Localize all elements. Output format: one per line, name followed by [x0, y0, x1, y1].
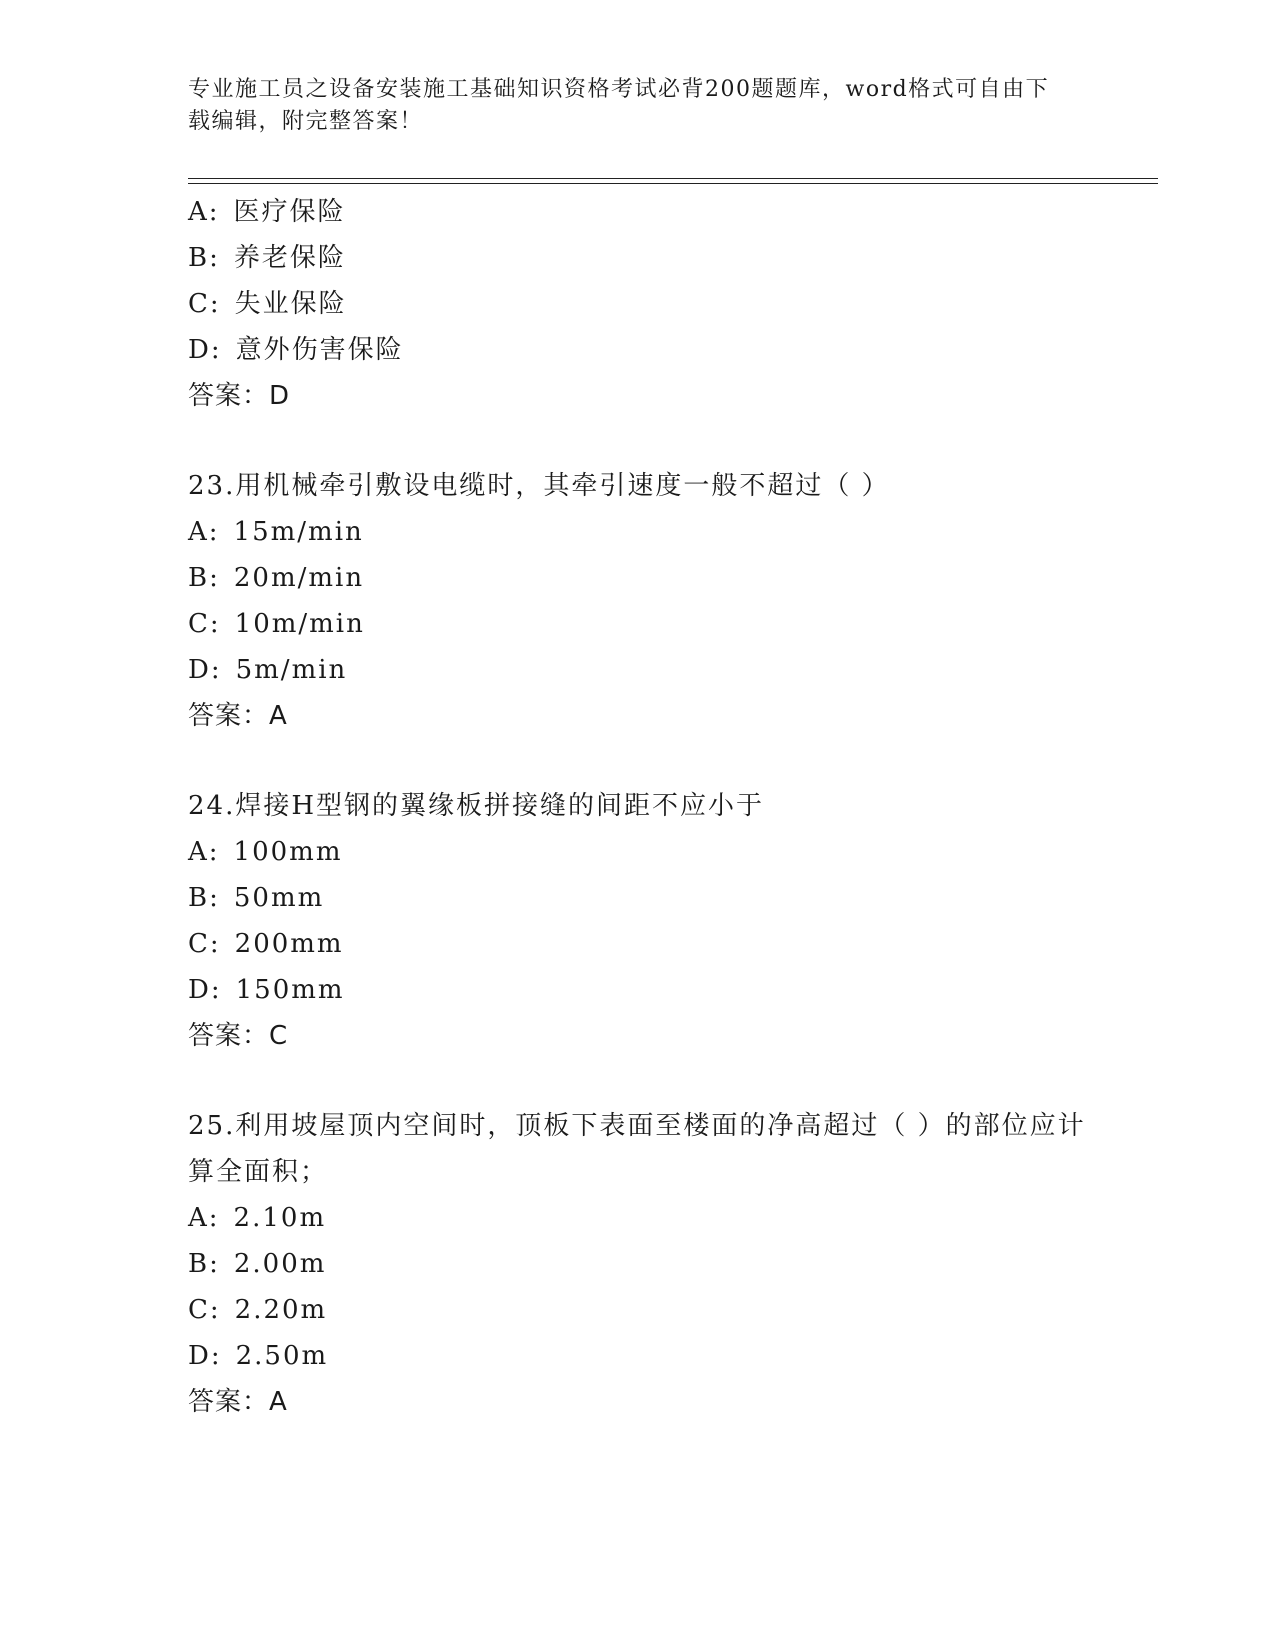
option-b: [188, 1241, 1088, 1287]
spacer: [188, 739, 1088, 783]
option-text: 100mm: [233, 837, 343, 867]
option-text: 2.00m: [233, 1249, 327, 1279]
option-text: 50mm: [233, 883, 325, 913]
option-a: [188, 1195, 1088, 1241]
option-text: 养老保险: [233, 243, 346, 273]
question-list: [188, 189, 1088, 1425]
option-d: [188, 327, 1088, 373]
option-text: 200mm: [234, 929, 344, 959]
question-title: 25.利用坡屋顶内空间时，顶板下表面至楼面的净高超过（ ）的部位应计算全面积；: [188, 1111, 1086, 1187]
option-letter: D:: [188, 1341, 222, 1371]
option-c: [188, 281, 1088, 327]
option-d: [188, 967, 1088, 1013]
option-text: 2.20m: [234, 1295, 328, 1325]
question-block: [188, 463, 1088, 739]
question-block: [188, 189, 1088, 419]
option-letter: C:: [188, 929, 221, 959]
option-c: [188, 1287, 1088, 1333]
option-b: [188, 555, 1088, 601]
option-letter: B:: [188, 563, 220, 593]
option-d: [188, 647, 1088, 693]
header-divider-top: [188, 178, 1158, 179]
option-letter: D:: [188, 975, 222, 1005]
option-letter: D:: [188, 335, 222, 365]
option-letter: C:: [188, 289, 221, 319]
option-text: 2.50m: [235, 1341, 329, 1371]
option-letter: D:: [188, 655, 222, 685]
option-text: 5m/min: [235, 655, 348, 685]
question-block: [188, 783, 1088, 1059]
option-text: 失业保险: [234, 289, 347, 319]
option-text: 医疗保险: [233, 197, 346, 227]
option-d: [188, 1333, 1088, 1379]
option-letter: A:: [188, 517, 220, 547]
option-letter: A:: [188, 837, 220, 867]
option-letter: A:: [188, 197, 220, 227]
answer-line: 答案：A: [188, 1387, 288, 1417]
answer-line: 答案：D: [188, 381, 291, 411]
option-c: [188, 921, 1088, 967]
header-divider-bottom: [188, 183, 1158, 184]
document-header: 专业施工员之设备安装施工基础知识资格考试必背200题题库，word格式可自由下载编辑，附完整答案！: [188, 77, 1050, 134]
answer-line: 答案：C: [188, 1021, 289, 1051]
spacer: [188, 419, 1088, 463]
option-a: [188, 829, 1088, 875]
option-text: 2.10m: [233, 1203, 327, 1233]
option-letter: C:: [188, 1295, 221, 1325]
option-letter: C:: [188, 609, 221, 639]
question-block: [188, 1103, 1088, 1425]
option-a: [188, 189, 1088, 235]
option-text: 15m/min: [233, 517, 364, 547]
spacer: [188, 1059, 1088, 1103]
option-text: 150mm: [235, 975, 345, 1005]
option-b: [188, 875, 1088, 921]
question-title: 23.用机械牵引敷设电缆时，其牵引速度一般不超过（ ）: [188, 471, 890, 501]
answer-line: 答案：A: [188, 701, 288, 731]
option-c: [188, 601, 1088, 647]
question-title: 24.焊接H型钢的翼缘板拼接缝的间距不应小于: [188, 791, 765, 821]
option-letter: B:: [188, 1249, 220, 1279]
option-text: 10m/min: [234, 609, 365, 639]
option-text: 意外伤害保险: [235, 335, 404, 365]
option-b: [188, 235, 1088, 281]
option-letter: B:: [188, 243, 220, 273]
option-letter: A:: [188, 1203, 220, 1233]
option-a: [188, 509, 1088, 555]
option-text: 20m/min: [233, 563, 365, 593]
option-letter: B:: [188, 883, 220, 913]
